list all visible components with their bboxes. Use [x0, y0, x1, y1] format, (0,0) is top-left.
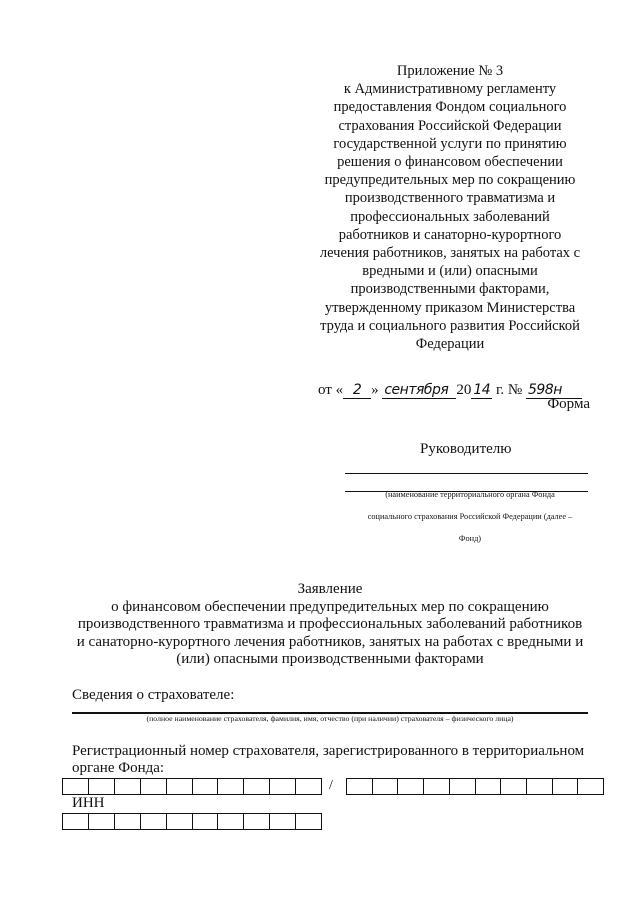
annex-line: производственными факторами, — [350, 281, 550, 298]
date-quote-close: » — [371, 382, 379, 398]
title-line4: и санаторно-курортного лечения работников, занятых на работах с вредными и — [76, 633, 584, 650]
registration-number-grid-right[interactable] — [346, 778, 604, 795]
number-prefix: г. № — [495, 382, 523, 398]
addressee-fill-line-1[interactable] — [345, 473, 588, 474]
order-number-field[interactable]: 598н — [526, 382, 582, 399]
annex-line: предупредительных мер по сокращению — [324, 172, 576, 189]
addressee-label: Руководителю — [420, 441, 512, 457]
date-month-field[interactable]: сентября — [382, 382, 456, 399]
annex-header — [300, 62, 600, 353]
addressee-caption — [345, 484, 595, 550]
annex-line: к Административному регламенту — [343, 81, 557, 98]
registration-line2: органе Фонда: — [72, 760, 165, 776]
date-prefix: от « — [318, 382, 344, 398]
title-line5: (или) опасными производственными факторами — [176, 651, 484, 667]
date-day-field[interactable]: 2 — [343, 382, 371, 399]
form-label: Форма — [547, 396, 590, 412]
year-prefix: 20 — [456, 382, 472, 398]
annex-line: профессиональных заболеваний — [350, 208, 550, 225]
annex-line: предоставления Фондом социального — [333, 99, 567, 116]
registration-separator: / — [329, 778, 333, 793]
application-title — [60, 581, 600, 669]
annex-line: Федерации — [415, 336, 485, 353]
annex-line: лечения работников, занятых на работах с — [319, 245, 581, 262]
annex-line: страхования Российской Федерации — [338, 117, 562, 134]
annex-line: утвержденному приказом Министерства — [324, 299, 576, 316]
annex-line: работников и санаторно-курортного — [338, 226, 562, 243]
order-date-line — [318, 382, 582, 399]
registration-number-grid-left[interactable] — [62, 778, 322, 795]
title-line1: Заявление — [297, 581, 363, 597]
addressee-caption-line1: (наименование территориального органа Фонда — [385, 490, 555, 499]
annex-line: труда и социального развития Российской — [320, 317, 580, 334]
title-line3: производственного травматизма и профессиональных заболеваний работников — [77, 616, 583, 632]
inn-grid[interactable] — [62, 813, 322, 830]
title-line2: о финансовом обеспечении предупредительных мер по сокращению — [111, 598, 549, 615]
annex-line: производственного травматизма и — [344, 190, 556, 207]
insurer-label: Сведения о страхователе: — [72, 687, 235, 703]
annex-line: решения о финансовом обеспечении — [337, 154, 563, 171]
inn-label: ИНН — [72, 795, 105, 811]
annex-line: вредными и (или) опасными — [362, 263, 538, 280]
addressee-caption-line3: Фонд) — [458, 534, 482, 543]
addressee-caption-line2: социального страхования Российской Федерации (далее – — [367, 512, 573, 521]
annex-line: государственной услуги по принятию — [333, 135, 567, 152]
annex-line: Приложение № 3 — [396, 63, 504, 79]
insurer-caption: (полное наименование страхователя, фамилия, имя, отчество (при наличии) страхователя – физического лица) — [146, 714, 514, 723]
year-field[interactable]: 14 — [473, 382, 491, 398]
registration-line1: Регистрационный номер страхователя, зарегистрированного в территориальном — [72, 743, 585, 759]
